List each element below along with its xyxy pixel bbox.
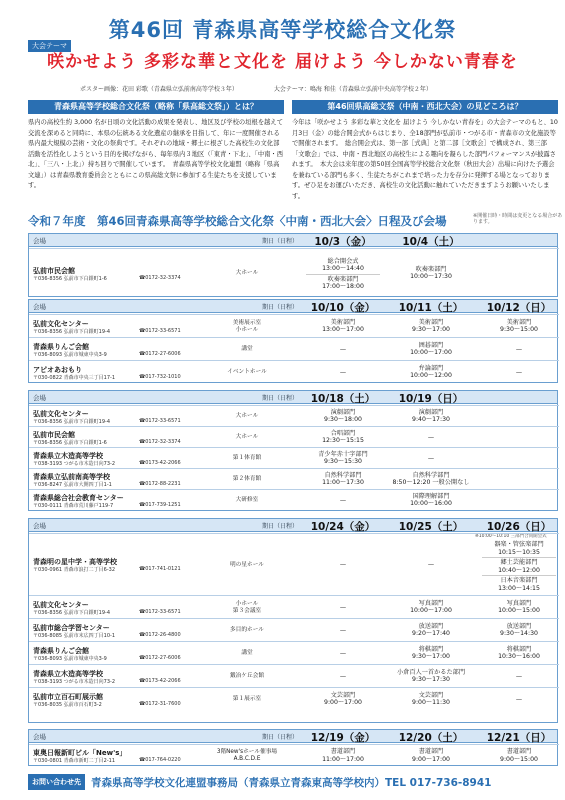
event-cell — [299, 346, 387, 354]
event-cell — [475, 369, 563, 377]
venue-row — [29, 533, 559, 595]
hall-line: 講堂 — [241, 346, 253, 352]
event-cell — [299, 650, 387, 658]
contact-text: 青森県高等学校文化連盟事務局（青森県立青森東高等学校内）TEL 017-736-8941 — [91, 776, 492, 789]
event-cell — [299, 604, 387, 612]
event-name: 弁論部門 — [418, 364, 444, 372]
venue-address: 〒036-8085 弘前市末広四丁目10-1 — [33, 632, 116, 639]
event-name: 放送部門 — [418, 622, 444, 630]
hall-line: 明の星ホール — [229, 561, 264, 568]
hall-line: イベントホール — [227, 369, 267, 375]
event-time: 13:00〜14:15 — [498, 584, 540, 592]
event-cell — [387, 434, 475, 442]
schedule-block-header — [29, 519, 557, 532]
date-column-1: 10/4（土） — [402, 236, 460, 248]
schedule-block-header — [29, 730, 557, 743]
event-cell — [299, 627, 387, 635]
venue-address: 〒036-8247 弘前市大開四丁目1-1 — [33, 481, 112, 488]
venue-address: 〒030-0822 青森市中央三丁目17-1 — [33, 374, 116, 381]
event-name: 文芸部門 — [330, 691, 356, 699]
hall-name — [207, 434, 287, 441]
date-column-1: 10/25（土） — [398, 521, 464, 533]
hall-line: 3階New'sホール催事場 — [216, 749, 278, 755]
event-time: 9:00〜11:30 — [412, 699, 450, 706]
venue-name: 弘前文化センター — [33, 319, 89, 328]
venue-label: 会場 — [33, 733, 46, 741]
venue-phone: ☎0172-88-2231 — [139, 480, 181, 487]
hall-name — [207, 346, 287, 353]
hall-line: 第２体育館 — [232, 476, 262, 482]
hall-name — [207, 601, 287, 615]
event-cell — [387, 493, 475, 508]
venue-row — [29, 744, 559, 766]
venue-row — [29, 687, 559, 710]
event-cell — [299, 748, 387, 763]
venue-phone: ☎0172-33-6571 — [139, 327, 181, 334]
hall-line: 美術展示室 — [232, 319, 262, 326]
event-cell — [299, 369, 387, 377]
event-name: — — [515, 368, 523, 376]
event-time: 17:00〜18:00 — [322, 283, 364, 290]
event-name: 自然科学部門 — [412, 471, 450, 479]
schedule-block — [28, 729, 558, 766]
hall-name — [207, 455, 287, 462]
venue-label: 会場 — [33, 522, 46, 530]
event-cell — [387, 472, 475, 487]
hall-line: 第１体育館 — [232, 455, 262, 461]
event-time: 9:00〜17:00 — [412, 755, 450, 763]
venue-address: 〒030-0111 青森市荒川藤戸119-7 — [33, 502, 114, 509]
event-cell — [475, 541, 563, 592]
hall-name — [207, 749, 287, 763]
venue-address: 〒038-3193 つがる市木造日向73-2 — [33, 460, 116, 467]
venue-row — [29, 641, 559, 664]
venue-phone: ☎0172-27-6006 — [139, 350, 181, 357]
event-time: 9:30〜15:30 — [324, 458, 362, 465]
event-cell — [387, 600, 475, 615]
date-column-1: 12/20（土） — [398, 732, 464, 744]
schedule-block-header — [29, 234, 557, 247]
event-name: 日本音楽部門 — [500, 577, 538, 584]
event-time: 9:30〜14:30 — [500, 630, 538, 637]
event-time: 9:30〜15:00 — [500, 326, 538, 333]
event-time: 10:40〜12:00 — [498, 566, 540, 574]
event-time: 10:30〜16:00 — [498, 653, 540, 660]
venue-name: 弘前市総合学習センター — [33, 623, 110, 632]
event-cell — [387, 692, 475, 707]
credit-theme: 大会テーマ：鳴海 和佳（青森県立弘前中央高等学校２年） — [273, 86, 432, 93]
event-name: 写真部門 — [506, 599, 532, 607]
event-name: — — [515, 695, 523, 703]
hall-line: 小ホール — [235, 326, 259, 333]
event-name: — — [339, 603, 347, 611]
schedule-block-header — [29, 300, 557, 313]
hall-line: 大研修室 — [235, 497, 259, 503]
event-cell — [387, 409, 475, 424]
venue-address: 〒030-0961 青森市浪打二丁目6-32 — [33, 567, 116, 573]
schedule-block-header — [29, 391, 557, 404]
venue-name: 東奥日報新町ビル「New's」 — [33, 749, 127, 757]
venue-row — [29, 489, 559, 510]
hall-name — [207, 627, 287, 634]
credit-poster: ポスター画像：花田 彩歌（青森県立弘前南高等学校３年） — [80, 86, 238, 93]
event-cell — [299, 673, 387, 681]
venue-phone: ☎0172-32-3374 — [139, 274, 181, 281]
venue-address: 〒036-8093 弘前市城東中央3-9 — [33, 655, 107, 662]
venue-phone: ☎0172-26-4800 — [139, 631, 181, 638]
event-cell — [299, 497, 387, 505]
event-name: 文芸部門 — [418, 691, 444, 699]
venue-phone: ☎0172-33-6571 — [139, 417, 181, 424]
venue-row — [29, 248, 559, 297]
event-time: 10:00〜17:00 — [410, 349, 452, 356]
event-cell — [387, 319, 475, 334]
block-note: ※10:00〜10:10 三部門合同開会式 — [475, 534, 547, 539]
event-name: — — [427, 433, 435, 441]
venue-row — [29, 447, 559, 468]
event-cell — [475, 696, 563, 704]
event-time: 9:30〜17:00 — [412, 326, 450, 333]
venue-address: 〒030-0801 青森市新町二丁目2-11 — [33, 758, 116, 764]
venue-label: 会場 — [33, 394, 46, 402]
venue-row — [29, 426, 559, 447]
hall-name — [207, 497, 287, 504]
event-name: — — [515, 672, 523, 680]
venue-address: 〒036-8356 弘前市下白銀町19-4 — [33, 328, 111, 335]
event-cell — [475, 319, 563, 334]
venue-name: 青森県立木造高等学校 — [33, 451, 103, 460]
event-time: 9:00〜17:00 — [324, 699, 362, 706]
event-time: 9:20〜17:40 — [412, 630, 450, 637]
event-name: 放送部門 — [506, 622, 532, 630]
venue-row — [29, 337, 559, 360]
date-column-0: 10/10（金） — [310, 302, 376, 314]
schedule-block — [28, 299, 558, 383]
date-column-0: 10/3（金） — [314, 236, 372, 248]
event-name: 美術部門 — [330, 318, 356, 326]
event-cell — [299, 692, 387, 707]
event-cell — [475, 346, 563, 354]
venue-address: 〒036-8356 弘前市下白銀町19-4 — [33, 609, 111, 616]
event-name: 演劇部門 — [418, 408, 444, 416]
event-name: — — [515, 345, 523, 353]
event-name: — — [339, 496, 347, 504]
event-name: — — [427, 454, 435, 462]
hall-line: 第３会議室 — [232, 607, 262, 614]
event-time: 13:00〜14:40 — [322, 265, 364, 272]
event-cell — [299, 409, 387, 424]
venue-name: 青森県りんご会館 — [33, 646, 89, 655]
event-time: 12:30〜15:15 — [322, 437, 364, 444]
event-time: 10:00〜16:00 — [410, 500, 452, 507]
venue-row — [29, 595, 559, 618]
event-time: 10:00〜17:30 — [410, 273, 452, 280]
event-time: 10:00〜17:00 — [410, 607, 452, 614]
hall-name — [207, 476, 287, 483]
event-time: 11:00〜17:00 — [322, 755, 364, 763]
venue-name: 青森県立弘前南高等学校 — [33, 472, 110, 481]
hall-line: 大ホール — [235, 413, 259, 419]
theme-badge: 大会テーマ — [28, 40, 71, 52]
date-column-2: 10/12（日） — [486, 302, 552, 314]
event-name: 将棋部門 — [418, 645, 444, 653]
hall-line: 大ホール — [235, 270, 259, 276]
event-name: 小倉百人一首かるた部門 — [396, 668, 466, 676]
date-label: 期日（日程） — [261, 734, 298, 741]
event-cell — [387, 646, 475, 661]
event-name: 将棋部門 — [506, 645, 532, 653]
event-time: 9:30〜18:00 — [324, 416, 362, 423]
venue-phone: ☎0173-42-2066 — [139, 677, 181, 684]
event-name: 書道部門 — [418, 748, 444, 755]
schedule-block — [28, 390, 558, 511]
venue-name: アピオあおもり — [33, 365, 82, 374]
hall-line: 講堂 — [241, 650, 253, 656]
event-cell — [299, 451, 387, 466]
event-name: 郷土芸能部門 — [500, 559, 538, 566]
event-name: — — [339, 368, 347, 376]
hall-name — [207, 696, 287, 703]
venue-name: 弘前文化センター — [33, 600, 89, 609]
date-column-2: 10/26（日） — [486, 521, 552, 533]
date-column-0: 12/19（金） — [310, 732, 376, 744]
schedule-title: 令和７年度 第46回青森県高等学校総合文化祭〈中南・西北大会〉日程及び会場 — [28, 214, 447, 228]
venue-phone: ☎017-741-0121 — [139, 566, 181, 572]
venue-phone: ☎0172-33-6571 — [139, 608, 181, 615]
hall-name — [207, 673, 287, 680]
venue-address: 〒036-8356 弘前市下白銀町19-4 — [33, 418, 111, 425]
hall-name — [207, 369, 287, 376]
event-cell — [299, 561, 387, 569]
event-theme: 咲かせよう 多彩な華と文化を 届けよう 今しかない青春を — [47, 52, 518, 72]
contact-label: お問い合わせ先 — [28, 774, 85, 790]
date-column-0: 10/18（土） — [310, 393, 376, 405]
event-cell — [299, 430, 387, 445]
venue-row — [29, 360, 559, 383]
event-name: 書道部門 — [506, 748, 532, 755]
event-name: — — [339, 626, 347, 634]
event-name: — — [339, 672, 347, 680]
event-name: 書道部門 — [330, 748, 356, 755]
event-name: 器楽・管弦楽部門 — [494, 541, 544, 548]
event-name: 国際理解部門 — [412, 492, 450, 500]
venue-address: 〒036-8356 弘前市下白銀町1-6 — [33, 439, 107, 446]
event-name: 写真部門 — [418, 599, 444, 607]
schedule-block — [28, 233, 558, 297]
event-name: 吹奏楽部門 — [327, 275, 359, 283]
event-name: — — [427, 561, 435, 569]
venue-phone: ☎0173-42-2066 — [139, 459, 181, 466]
event-time: 13:00〜17:00 — [322, 326, 364, 333]
date-label: 期日（日程） — [261, 238, 298, 245]
intro-body-1: 県内の高校生約 3,000 名が日頃の文化活動の成果を発表し、地区及び学校の垣根を越えて交流を深めると同時に、本県の伝統ある文化遺産の継承を目指して、年に一度開催される県内最大規模の芸術・文化の祭典です。それぞれの地域・郷土に根ざした高校生の文化部活動を活性化しようという目的を掲げながら、毎年県内３地区（「東青・下北」、「中南・西北」、「三八・上北」）持ち回りで開催しています。 青森県高等学校文化連盟（略称「県高文連」）は青森県教育委員会とともにこの県高総文祭に参加する生徒たちを支援しています。 — [28, 119, 284, 189]
hall-line: 大ホール — [235, 434, 259, 440]
event-cell — [387, 266, 475, 281]
venue-phone: ☎0172-32-3374 — [139, 438, 181, 445]
date-label: 期日（日程） — [261, 523, 298, 530]
hall-line: 第１展示室 — [232, 696, 262, 702]
venue-label: 会場 — [33, 237, 46, 245]
date-label: 期日（日程） — [261, 395, 298, 402]
event-cell — [475, 748, 563, 763]
event-name: 吹奏楽部門 — [415, 265, 447, 273]
event-name: 総合開会式 — [327, 257, 359, 265]
venue-phone: ☎0172-31-7600 — [139, 700, 181, 707]
event-time: 9:30〜17:30 — [412, 676, 450, 683]
hall-name — [207, 320, 287, 334]
cell-divider — [482, 557, 556, 558]
venue-row — [29, 618, 559, 641]
event-name: — — [339, 649, 347, 657]
event-time: 10:00〜12:00 — [410, 372, 452, 379]
venue-name: 弘前市民会館 — [33, 266, 75, 275]
event-cell — [475, 673, 563, 681]
event-name: 合唱部門 — [330, 429, 356, 437]
venue-address: 〒036-8093 弘前市城東中央3-9 — [33, 351, 107, 358]
venue-row — [29, 405, 559, 426]
event-cell — [387, 669, 475, 684]
venue-name: 弘前文化センター — [33, 409, 89, 418]
event-cell — [387, 748, 475, 763]
venue-phone: ☎0172-27-6006 — [139, 654, 181, 661]
event-time: 10:15〜10:35 — [498, 548, 540, 556]
venue-row — [29, 468, 559, 489]
event-cell — [387, 623, 475, 638]
page-title: 第46回 青森県高等学校総合文化祭 — [108, 18, 457, 42]
date-column-1: 10/11（土） — [398, 302, 464, 314]
hall-name — [207, 650, 287, 657]
event-cell — [475, 600, 563, 615]
event-name: — — [339, 345, 347, 353]
event-time: 11:00〜17:30 — [322, 479, 364, 486]
schedule-note: ※開催日時・時間は変更となる場合があります。 — [473, 213, 563, 225]
venue-name: 弘前市立百石町展示館 — [33, 692, 103, 701]
hall-name — [207, 270, 287, 277]
event-time: 9:00〜15:00 — [500, 755, 538, 763]
event-cell — [299, 319, 387, 334]
date-column-1: 10/19（日） — [398, 393, 464, 405]
event-name: 美術部門 — [506, 318, 532, 326]
hall-line: 鍛冶ケ丘会館 — [229, 673, 265, 679]
hall-name — [207, 413, 287, 420]
hall-line: 小ホール — [235, 600, 259, 607]
event-time: 9:40〜17:30 — [412, 416, 450, 423]
date-label: 期日（日程） — [261, 304, 298, 311]
credits — [80, 84, 550, 93]
intro-heading-1: 青森県高等学校総合文化祭（略称「県高総文祭」）とは？ — [28, 100, 284, 114]
venue-name: 弘前市民会館 — [33, 430, 75, 439]
hall-line: 多目的ホール — [229, 627, 264, 633]
event-cell — [387, 342, 475, 357]
event-cell — [299, 258, 387, 291]
venue-name: 青森県りんご会館 — [33, 342, 89, 351]
venue-phone: ☎017-732-1010 — [139, 373, 181, 380]
date-column-2: 12/21（日） — [486, 732, 552, 744]
event-time: 9:30〜17:00 — [412, 653, 450, 660]
venue-address: 〒038-3193 つがる市木造日向73-2 — [33, 678, 116, 685]
event-name: 美術部門 — [418, 318, 444, 326]
intro-heading-2: 第46回県高総文祭（中南・西北大会）の見どころは？ — [292, 100, 558, 114]
schedule-block — [28, 518, 558, 723]
venue-row — [29, 314, 559, 337]
event-name: 自然科学部門 — [324, 471, 362, 479]
venue-name: 青森明の星中学・高等学校 — [33, 558, 117, 566]
venue-name: 青森県立木造高等学校 — [33, 669, 103, 678]
event-name: 囲碁部門 — [418, 341, 444, 349]
cell-divider — [306, 274, 380, 275]
event-cell — [475, 623, 563, 638]
intro-body-2: 今年は「咲かせよう 多彩な華と文化を 届けよう 今しかない青春を」の大会テーマのもと、10月3日（金）の総合開会式からはじまり、全18部門が弘前市・つがる市・青森市の文化施設等で開催されます。 総合開会式は、第一部［式典］と第二部［文歌会］で構成され、第三部「文歌会」では、中南・西北地区の高校生による趣向を凝らした部門パフォーマンスが披露されます。 本大会は来年度の第50回全国高等学校総合文化祭（秋田大会）出場に向けた予選会を兼ねている部門も多く、生徒たちがこれまで培った力を存分に発揮する場となっております。ぜひ足をお運びいただき、高校生の文化活動に触れていただきますようお願いいたします。 — [292, 119, 558, 200]
hall-name — [207, 562, 287, 569]
venue-phone: ☎017-764-0220 — [139, 757, 181, 763]
hall-line: A.B.C.D.E — [233, 756, 261, 762]
event-cell — [475, 646, 563, 661]
venue-phone: ☎017-739-1251 — [139, 501, 181, 508]
event-cell — [387, 365, 475, 380]
venue-name: 青森県総合社会教育センター — [33, 493, 124, 502]
date-column-0: 10/24（金） — [310, 521, 376, 533]
event-name: 演劇部門 — [330, 408, 356, 416]
event-cell — [299, 472, 387, 487]
venue-row — [29, 664, 559, 687]
event-cell — [387, 455, 475, 463]
event-name: 青少年赤十字部門 — [318, 450, 368, 458]
cell-divider — [482, 575, 556, 576]
event-cell — [387, 561, 475, 569]
venue-label: 会場 — [33, 303, 46, 311]
venue-address: 〒036-8356 弘前市下白銀町1-6 — [33, 275, 107, 282]
venue-address: 〒036-8035 弘前市百石町3-2 — [33, 701, 102, 708]
event-time: 10:00〜15:00 — [498, 607, 540, 614]
footer — [28, 772, 558, 792]
event-time: 8:50〜12:20 一般公開なし — [392, 479, 470, 486]
event-name: — — [339, 561, 347, 569]
